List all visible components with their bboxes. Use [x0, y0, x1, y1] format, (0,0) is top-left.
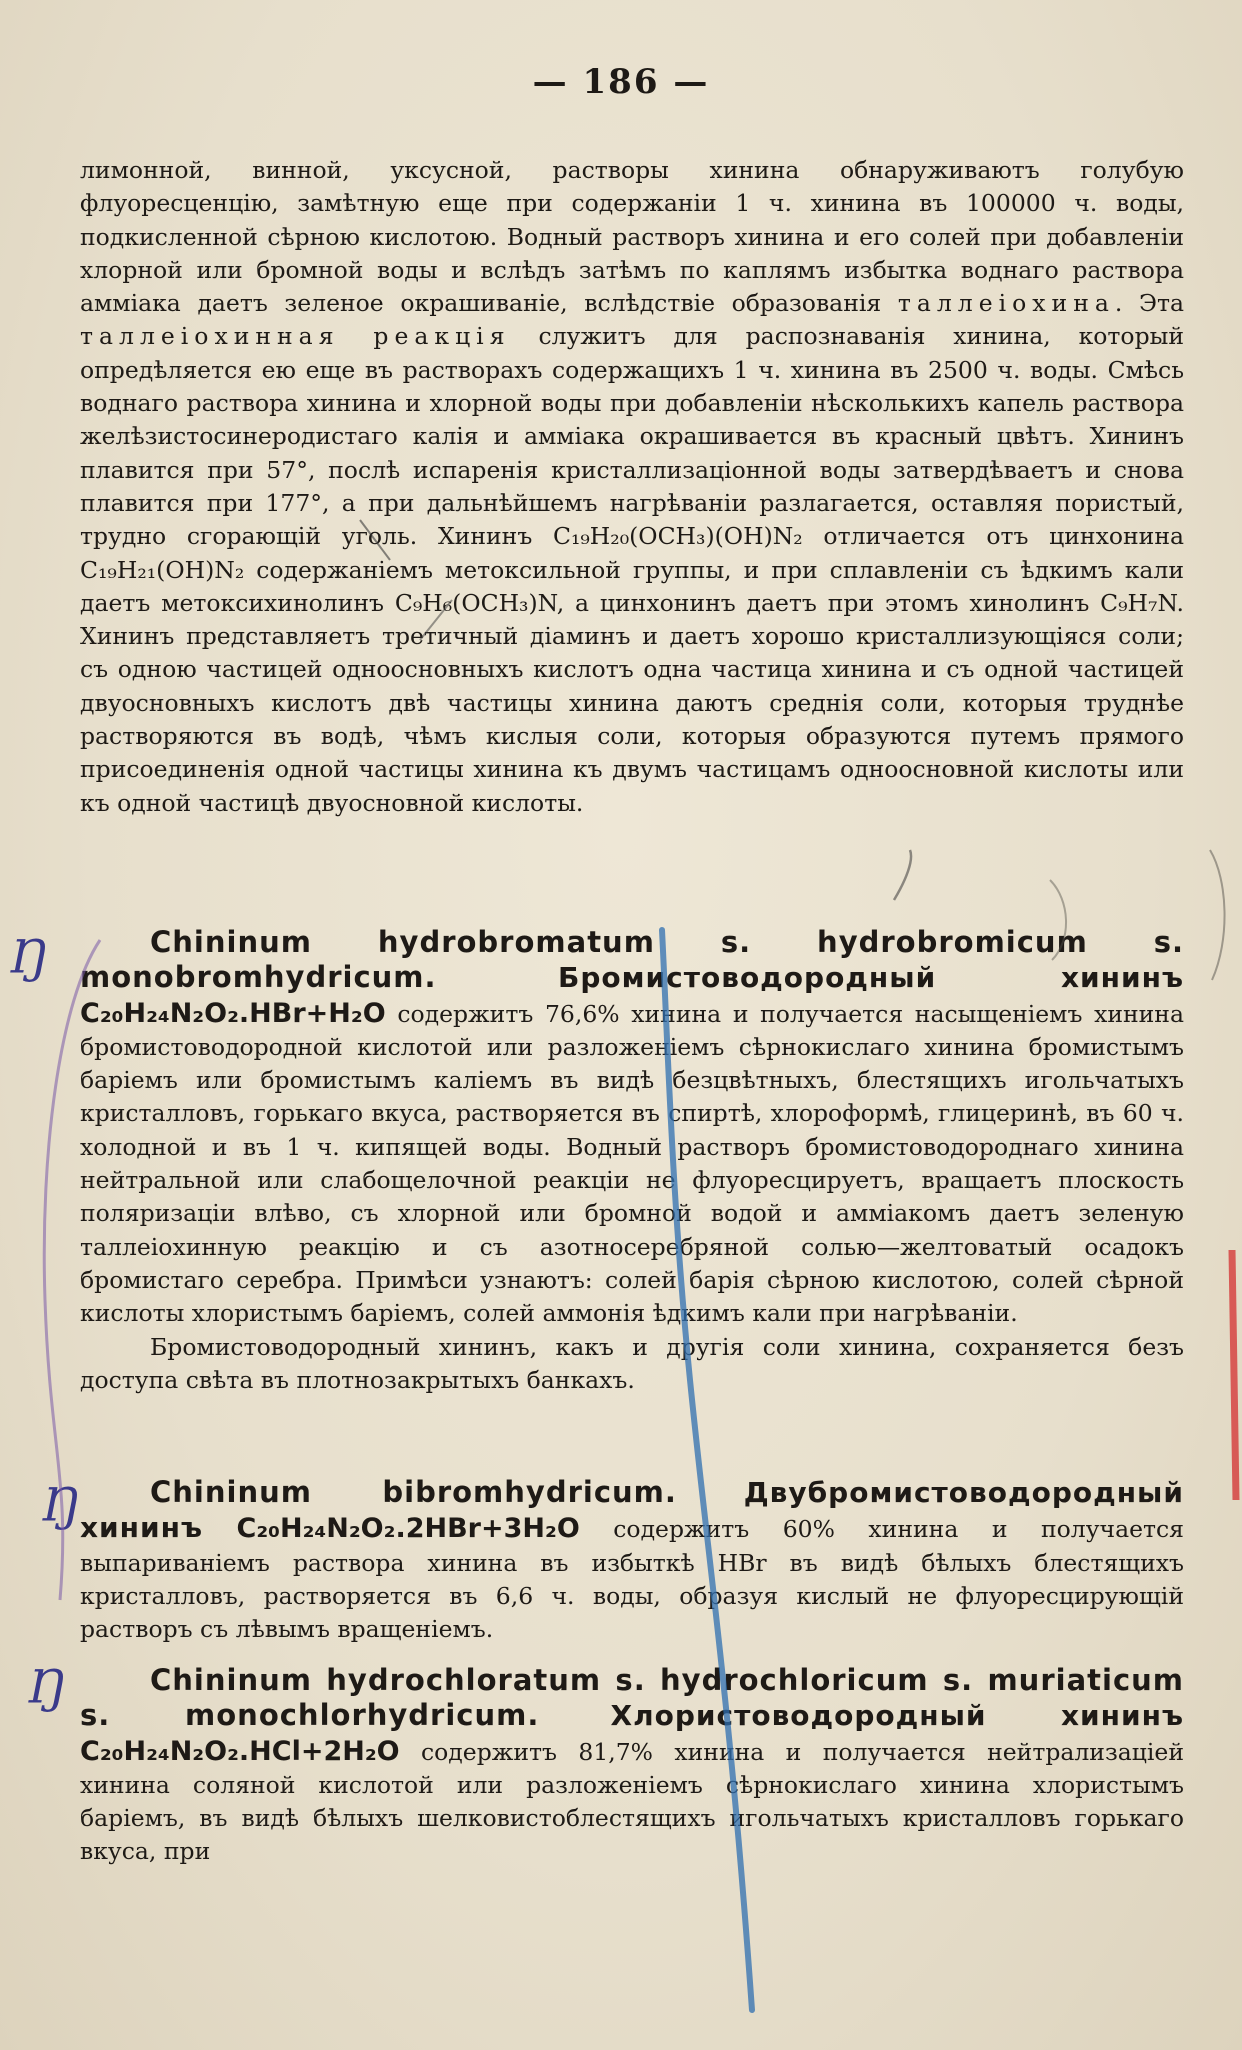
- bibromhydricum-text: содержитъ 60% хинина и получается выпариваніемъ раствора хинина въ избыткѣ HBr въ видѣ бѣлыхъ блестящихъ кристалловъ, растворяется въ 6,6 ч. воды, образуя кислый не флуоресцирующій растворъ съ лѣвымъ вращеніемъ.: [80, 1515, 1184, 1644]
- bibromhydricum-heading-russian: Двубромистоводородный хининъ: [80, 1476, 1184, 1545]
- intro-text-part-1: лимонной, винной, уксусной, растворы хинина обнаруживаютъ голубую флуоресценцію, замѣтную еще при содержаніи 1 ч. хинина въ 100000 ч. воды, подкисленной сѣрною кислотою. Водный растворъ хинина и его солей при добавленіи хлорной или бромной воды и вслѣдъ затѣмъ по каплямъ избытка воднаго раствора аммiака даетъ зеленое окрашиваніе, вслѣдствіе образованія: [80, 156, 1184, 318]
- bibromhydricum-heading-latin: Chininum bibromhydricum.: [150, 1475, 677, 1509]
- pencil-bracket-right: [1210, 850, 1225, 980]
- hydrobromatum-heading-latin: Chininum hydrobromatum s. hydrobromicum s. monobromhydricum.: [80, 925, 1184, 995]
- intro-text-part-2: . Эта: [1114, 289, 1185, 318]
- hydrobromatum-storage: Бромистоводородный хининъ, какъ и другія соли хинина, сохраняется безъ доступа свѣта въ плотнозакрытыхъ банкахъ.: [80, 1332, 1184, 1394]
- term-talleiochin: таллеіохина: [897, 289, 1115, 318]
- term-talleiochin-reaction: таллеіохинная реакція: [80, 322, 511, 351]
- hydrobromatum-text: содержитъ 76,6% хинина и получается насыщеніемъ хинина бромистоводородной кислотой или разложеніемъ сѣрнокислаго хинина бромистымъ баріемъ или бромистымъ каліемъ въ видѣ безцвѣтныхъ, блестящихъ игольчатыхъ кристалловъ, горькаго вкуса, растворяется въ спиртѣ, хлороформѣ, глицеринѣ, въ 60 ч. холодной и въ 1 ч. кипящей воды. Водный растворъ бромистоводороднаго хинина нейтральной или слабощелочной реакціи не флуоресцируетъ, вращаетъ плоскость поляризаціи влѣво, съ хлорной или бромной водой и амміакомъ даетъ зеленую таллеіохинную реакцію и съ азотносеребряной солью—желтоватый осадокъ бромистаго серебра. Примѣси узнаютъ: солей барія сѣрною кислотою, солей сѣрной кислоты хлористымъ баріемъ, солей аммонія ѣдкимъ кали при нагрѣваніи.: [80, 999, 1184, 1328]
- bibromhydricum-paragraph: [80, 1476, 1184, 1646]
- bibromhydricum-formula: C₂₀H₂₄N₂O₂.2HBr+3H₂O: [236, 1513, 580, 1545]
- hydrochloratum-heading-russian: Хлористоводородный хининъ: [610, 1699, 1184, 1733]
- margin-mark-2: Ŋ: [40, 1478, 79, 1532]
- pencil-slash-3: [894, 850, 911, 900]
- section-bibromhydricum: [80, 1476, 1184, 1646]
- hydrochloratum-heading-latin: Chininum hydrochloratum s. hydrochloricum s. muriaticum s. monochlorhydricum.: [80, 1663, 1184, 1733]
- page-number: — 186 —: [532, 62, 710, 102]
- hydrobromatum-formula: C₂₀H₂₄N₂O₂.HBr+H₂O: [80, 997, 386, 1029]
- intro-text: [80, 154, 1184, 820]
- hydrobromatum-heading-russian: Бромистоводородный хининъ: [558, 961, 1184, 995]
- hydrobromatum-paragraph: [80, 926, 1184, 1331]
- section-hydrochloratum: [80, 1664, 1184, 1869]
- margin-mark-1: Ŋ: [8, 930, 47, 984]
- section-hydrobromatum: [80, 926, 1184, 1397]
- margin-mark-3: Ŋ: [26, 1660, 65, 1714]
- intro-text-part-3: служитъ для распознаванія хинина, который опредѣляется ею еще въ растворахъ содержащихъ 1 ч. хинина въ 2500 ч. воды. Смѣсь воднаго раствора хинина и хлорной воды при добавленіи нѣсколькихъ капель раствора желѣзистосинеродистаго калія и амміака окрашивается въ красный цвѣтъ. Хининъ плавится при 57°, послѣ испаренія кристаллизаціонной воды затвердѣваетъ и снова плавится при 177°, а при дальнѣйшемъ нагрѣваніи разлагается, оставляя пористый, трудно сгорающій уголь. Хининъ C₁₉H₂₀(OCH₃)(OH)N₂ отличается отъ цинхонина C₁₉H₂₁(OH)N₂ содержаніемъ метоксильной группы, и при сплавленіи съ ѣдкимъ кали даетъ метоксихинолинъ C₉H₆(OCH₃)N, а цинхонинъ даетъ при этомъ хинолинъ C₉H₇N. Хининъ представляетъ третичный діаминъ и даетъ хорошо кристаллизующіяся соли; съ одною частицей одноосновныхъ кислотъ одна частица хинина и съ одной частицей двуосновныхъ кислотъ двѣ частицы хинина даютъ среднія соли, которыя труднѣе растворяются въ водѣ, чѣмъ кислыя соли, которыя образуются путемъ прямого присоединенія одной частицы хинина къ двумъ частицамъ одноосновной кислоты или къ одной частицѣ двуосновной кислоты.: [80, 322, 1184, 817]
- hydrochloratum-text: содержитъ 81,7% хинина и получается нейтрализаціей хинина соляной кислотой или разложеніемъ сѣрнокислаго хинина хлористымъ баріемъ, въ видѣ бѣлыхъ шелковистоблестящихъ игольчатыхъ кристалловъ горькаго вкуса, при: [80, 1737, 1184, 1866]
- red-pencil-stroke: [1232, 1250, 1236, 1500]
- hydrochloratum-paragraph: [80, 1664, 1184, 1869]
- hydrochloratum-formula: C₂₀H₂₄N₂O₂.HCl+2H₂O: [80, 1735, 400, 1767]
- intro-paragraph: [80, 154, 1184, 820]
